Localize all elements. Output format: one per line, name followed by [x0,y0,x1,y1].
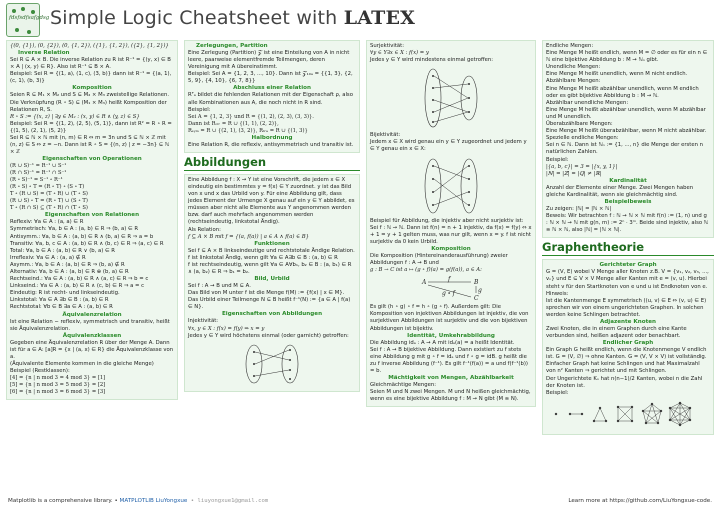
surjective-def: ∀y ∈ Y∃x ∈ X : f(x) = y [370,50,429,57]
heading-image: Bild, Urbild [254,276,290,283]
heading-finite: Endlicher Graph [602,340,654,347]
relation-prop: Reflexiv: ∀a ∈ A : (a, a) ∈ R [10,219,84,226]
inverse-example: Beispiel: Sei R = {(1, a), (1, c), (3, b)} dann ist R⁻¹ = {(a, 1), (c, 1), (b, 3)} [10,71,172,85]
logo-text: fdsfsdfsafgdsg [9,15,50,21]
sets-line: |{a, b, c}| = 3 = |{x, y, 1}| [546,163,618,170]
closure-line: Dann ist Rᵢᵣᵣ = R ∪ {(1, 1), (2, 2)}, [188,120,279,127]
sets-line: Eine Menge M heißt endlich, wenn M = ∅ oder es für ein n ∈ ℕ eine bijektive Abbildung b : M → ℕₙ gibt. [546,50,708,64]
complete-graphs-diagram [548,399,708,429]
column-1 [6,40,178,492]
partition-box [184,40,360,153]
operation-line: T ∘ (R ∩ S) ⊆ (T ∘ R) ∩ (T ∘ S) [10,205,88,212]
functions-title: Abbildungen [184,156,360,171]
relation-prop: Rechtstotal: ∀b ∈ B ∃a ∈ A : (a, b) ∈ R [10,304,113,311]
bijective-diagram [421,156,481,216]
heading-adjacent: Adjazente Knoten [599,319,657,325]
mapping-box [366,40,536,407]
sets-line: Überabzählbare Mengen: [546,121,613,128]
equivalence-text: Ist eine Relation ∼ reflexiv, symmetrisch und transitiv, heißt sie Äquivalenzrelation. [10,318,170,332]
operation-line: (R ∘ S)⁻¹ = S⁻¹ ∘ R⁻¹ [10,177,63,184]
functions-box [184,174,360,392]
relation-prop: Rechtseind.: ∀a ∈ A : (a, b) ∈ R ∧ (a, c) ∈ R ⇒ b = c [10,276,149,283]
functions-als: Als Relation: [188,226,221,233]
column-3 [366,40,536,492]
column-4 [542,40,714,492]
sets-line: Abzählbar unendliche Mengen: [546,99,629,106]
injective-text: Jedes y ∈ Y wird höchstens einmal (oder garnicht) getroffen: [188,332,349,339]
heading-classes: Äquivalenzklassen [62,332,122,339]
title-text: Simple Logic Cheatsheet with [50,7,338,29]
closure-text: Rᴾₐ bildet die fehlenden Relationen mit der Eigenschaft ρ, also alle Kombinationen aus A, die noch nicht in R sind. [188,92,353,106]
heading-kard: Kardinalität [609,177,647,184]
svg-text:B: B [474,279,479,287]
kard-example-text: Zu zeigen: |ℕ| = |ℕ × ℕ| [546,205,612,212]
kard-example-text-2: Beweis: Wir betrachten f : ℕ → ℕ × ℕ mit f(n) := (1, n) und g : ℕ × ℕ → ℕ mit g(n, m) := 2ⁿ · 3ᵐ. Beide sind injektiv, also ℕ ≅ ℕ × ℕ, also |ℕ| = |ℕ × ℕ|. [546,213,709,234]
relation-props-list [10,219,174,311]
sets-line: Eine Menge M heißt unendlich, wenn M nicht endlich. [546,71,688,78]
footer-lib-text: is a comprehensive library. • [35,498,120,504]
classes-example: Beispiel (Restklassen): [10,368,70,375]
relation-prop: Symmetrisch: ∀a, b ∈ A : (a, b) ∈ R ⇒ (b, a) ∈ R [10,226,139,233]
svg-text:g ∘ f: g ∘ f [442,290,455,298]
graph-box [542,259,714,435]
sets-line: Eine Menge M heißt überabzählbar, wenn M nicht abzählbar. [546,128,707,135]
sets-line: Spezielle endliche Mengen: [546,135,619,142]
functions-text: Eine Abbildung f : X → Y ist eine Vorschrift, die jedem x ∈ X eindeutig ein bestimmtes y = f(x) ∈ Y zuordnet. y ist das Bild von x und x das Urbild von y. Für eine Abbildung gilt, dass jedes Element der Urmenge X genau auf ein y ∈ Y abbildet, es müssen aber nicht alle Elemente aus Y angenommen werden bzw. darf auch mehrfach angenommen werden (rechtseindeutig, linkstotal Ändig). [188,176,355,226]
finite-text: Ein Graph G heißt endlich, wenn die Knotenmenge V endlich ist. G = (V, ∅) ⇒ ohne Kanten. G = (V, V × V) ist vollständig. Einfacher Graph hat keine Schlingen und hat Maximalzahl von n² Kanten ⇒ gerichtet und mit Schlingen. [546,347,707,375]
svg-text:A: A [422,279,427,287]
composition-def: R ∘ S := {(x, z) | ∃y ∈ M₂ : (x, y) ∈ R ∧ (y, z) ∈ S} [10,113,140,120]
comp-text-2: g : B → C ist a ↦ (g ∘ f)(a) = g(f(a)), a ∈ A: [370,267,482,274]
injective-def: ∀x, y ∈ X : f(x) = f(y) ⇒ x = y [188,325,265,332]
function-text-3: f ist rechtseindeutig, wenn gilt ∀a ∈ A∀b₁, b₂ ∈ B : (a, b₁) ∈ R ∧ (a, b₂) ∈ R ⇒ b₁ = b₂. [188,261,352,275]
function-text-2: f ist linkstotal Ändig, wenn gilt ∀a ∈ A∃b ∈ B : (a, b) ∈ R [188,254,338,261]
relation-prop: Total: ∀a, b ∈ A : (a, b) ∈ R ∨ (b, a) ∈ R [10,247,115,254]
heading-relation-props: Eigenschaften von Relationen [44,212,140,219]
function-text: Sei f ⊆ A × B linkseindeutige und rechtstotale Ändige Relation. [188,247,355,254]
sets-line: |ℕ| = |ℤ| = |ℚ| ≠ |ℝ| [546,170,602,177]
operation-line: (R ∪ S)⁻¹ = R⁻¹ ∪ S⁻¹ [10,163,67,170]
sets-line: Eine Menge M heißt abzählbar unendlich, wenn M endlich oder es gibt bijektive Abbildung b : M → ℕ. [546,85,699,99]
injective-diagram [242,342,302,386]
relation-prop: Transitiv: ∀a, b, c ∈ A : (a, b) ∈ R ∧ (b, c) ∈ R ⇒ (a, c) ∈ R [10,240,164,247]
relation-prop: Irreflexiv: ∀a ∈ A : (a, a) ∉ R [10,254,86,261]
heading-equivalence: Äquivalenzrelation [62,311,122,318]
intro-set: {(0, {1}), (0, {2}), (0, {1, 2}), ({1}, {1, 2}), ({2}, {1, 2})} [10,43,169,49]
sets-line: Unendliche Mengen: [546,64,601,71]
relation-prop: Asymm.: ∀a, b ∈ A : (a, b) ∈ R ⇒ (b, a) ∉ R [10,261,125,268]
finite-text-2: Der Ungerichtete Kₙ hat n(n−1)/2 Kanten, wobei n die Zahl der Knoten ist. [546,375,703,389]
relation-prop: Linkseind.: ∀a ∈ A : (a, b) ∈ R ∧ (c, b) ∈ R ⇒ a = c [10,283,145,290]
surjective-diagram [421,66,481,130]
cardinal-text-2: Seien M und N zwei Mengen. M und N heißen gleichmächtig, wenn es eine bijektive Abbildung f : M → N gibt (M ≅ N). [370,389,531,403]
page-title [50,7,415,29]
operation-line: (R ∪ S) ∘ T = (R ∘ T) ∪ (S ∘ T) [10,198,88,205]
classes-list [10,375,174,396]
relations-box [6,40,178,400]
composition-text: Seien R ⊆ M₁ × M₂ und S ⊆ M₂ × M₃ zweistellige Relationen. Die Verknüpfung (R ∘ S) ⊆ (M₁ × M₃) heißt Komposition der Relationen R, S. [10,92,170,113]
composition-diagram [416,276,486,302]
graph-hint-2: Ist die Kantenmenge E symmetrisch ((u, v) ∈ E ⇔ (v, u) ∈ E) sprechen wir von einem ungerichteten Graphen. In solchen werden keine Schlingen betrachtet. [546,297,707,318]
relation-prop: Eindeutig: R ist recht- und linkseindeutig. [10,290,120,297]
heading-closure: Abschluss einer Relation [233,85,311,92]
composition-example: Beispiel: Sei R = {(1, 2), (2, 5), (5, 1)}, dann ist R² = R ∘ R = {(1, 5), (2, 1), (5, 2)} [10,120,172,134]
sets-line: Beispiel: [546,156,569,163]
finite-example: Beispiel: [546,389,569,396]
surjective-label: Surjektivität: [370,43,405,49]
comp-text-3: Es gilt (h ∘ g) ∘ f = h ∘ (g ∘ f). Außerdem gilt: Die Komposition von injektiven Abbildungen ist injektiv, die von surjektiven Abbildungen ist surjektiv und die von bijektiven Abbildungen ist bijektiv. [370,304,529,332]
heading-function: Funktionen [254,240,290,247]
identity-text-2: Sei f : A → B bijektive Abbildung. Dann existiert zu f stets eine Abbildung g mit g ∘ f = idₐ und f ∘ g = idB. g heißt die zu f inverse Abbildung (f⁻¹). Es gilt f⁻¹(f(a)) = a und f(f⁻¹(b)) = b. [370,346,528,374]
injective-label: Injektivität: [188,318,219,325]
identity-text: Die Abbildung idₐ : A → A mit idₐ(a) = a heißt Identität. [370,339,515,346]
footer [0,495,720,509]
cardinal-text: Gleichmächtige Mengen: [370,382,437,389]
graph-hint: Hinweis: [546,290,569,297]
graph-title: Graphentheorie [542,241,714,256]
column-2 [184,40,360,492]
heading-partition: Zerlegungen, Partition [196,43,268,49]
partition-text: Eine Zerlegung (Partition) 𝒵 ist eine Einteilung von A in nicht leere, paarweise elementfremde Teilmengen, deren Vereinigung mit A übereinstimmt. [188,50,350,71]
operations-list [10,163,174,212]
inverse-text: Sei R ⊆ A × B. Die inverse Relation zu R ist R⁻¹ = {(y, x) ∈ B × A | (x, y) ∈ R}. Also ist R⁻¹ ⊆ B × A. [10,57,171,71]
bijective-text: Jedem x ∈ X wird genau ein y ∈ Y zugeordnet und jedem y ∈ Y genau ein x ∈ X: [370,139,527,153]
relation-prop: Alternativ: ∀a, b ∈ A : (a, b) ∈ R ⊕ (b, a) ∈ R [10,268,129,275]
footer-email[interactable]: • liuyongxue1@gmail.com [187,498,269,504]
class-line: [6] = {n | n mod 3 = 6 mod 3} = [3] [10,389,106,396]
heading-graph: Gerichteter Graph [599,262,657,269]
closure-line: Rₛᵧₘ = R ∪ {(2, 1), (3, 2)}, Rₜᵣₐ = R ∪ {(1, 3)} [188,127,308,134]
sets-line: Abzählbare Mengen: [546,78,601,85]
footer-right[interactable]: Learn more at https://github.com/LiuYongxue-code. [568,498,712,504]
mapping-example: Beispiel für Abbildung, die injektiv aber nicht surjektiv ist: Sei f : ℕ → ℕ. Dann ist f(n) = n + 1 injektiv, da f(x) = f(y) ⇔ x + 1 = y + 1 gelten muss, was nur gilt, wenn x = y. f ist nicht surjektiv da 0 kein Urbild. [370,217,532,245]
image-text-2: Das Bild von M unter f ist die Menge f(M) := {f(x) | x ∈ M}. [188,290,345,297]
class-line: [5] = {n | n mod 3 = 5 mod 3} = [2] [10,382,106,389]
functions-rel: f ⊆ A × B mit f = {(a, f(a)) | a ∈ A ∧ f(a) ∈ B} [188,233,310,240]
comp-text: Die Komposition (Hintereinanderausführung) zweier Abbildungen f : A → B und [370,252,508,267]
classes-note: (Äquivalente Elemente kommen in die gleiche Menge) [10,361,154,367]
sets-line: Sei n ∈ ℕ. Dann ist ℕₙ := {1, ..., n} die Menge der ersten n natürlichen Zahlen. [546,142,703,156]
heading-kard-example: Beispielbeweis [604,198,652,205]
order-text: Eine Relation R, die reflexiv, antisymmetrisch und transitiv ist. [188,141,354,148]
heading-props: Eigenschaften von Abbildungen [221,311,323,318]
kard-text: Anzahl der Elemente einer Menge. Zwei Mengen haben gleiche Kardinalität, wenn sie gleichmächtig sind. [546,184,694,198]
footer-left [8,498,268,504]
graph-text: G = (V, E) wobei V Menge aller Knoten z.B. V = {v₁, v₂, v₃, ..., vₙ} und E ⊆ V × V Menge aller Kanten mit e = (v, u). Hierbei steht v für den Startknoten von e und u ist Endknoten von e. [546,269,709,290]
closure-example: Beispiel: [188,106,211,113]
sets-line: Eine Menge M heißt abzählbar unendlich, wenn M abzählbar und M unendlich. [546,106,706,120]
header [0,0,720,40]
relation-prop: Linkstotal: ∀a ∈ A ∃b ∈ B : (a, b) ∈ R [10,297,109,304]
bijective-label: Bijektivität: [370,132,401,139]
adjacent-text: Zwei Knoten, die in einem Graphen durch eine Kante verbunden sind, heißen adjazent oder benachbart. [546,326,687,340]
closure-lines [188,114,356,135]
footer-lib-name: Matplotlib [8,498,36,504]
heading-comp: Komposition [431,245,471,252]
sets-line: Endliche Mengen: [546,43,594,49]
operation-line: (R ∘ S) ∘ T = (R ∘ T) ∘ (S ∘ T) [10,184,85,191]
svg-text:g: g [478,287,482,295]
class-line: [4] = {n | n mod 3 = 4 mod 3} = [1] [10,375,106,382]
heading-order: Halbordnung [251,134,293,141]
classes-text: Gegeben eine Äquivalenzrelation R über der Menge A. Dann ist für a ∈ A: [a]R = {x | (a, x) ∈ R} die Äquivalenzklasse von a. [10,339,174,360]
latex-logo: LATEX [343,7,416,29]
svg-text:C: C [474,295,479,303]
sets-box [542,40,714,238]
relation-prop: Antisymm.: ∀a, b ∈ A : (a, b) ∈ R ∧ (b, a) ∈ R ⇒ a = b [10,233,154,240]
closure-line: Sei A = {1, 2, 3} und R = {(1, 2), (2, 3), (3, 3)}. [188,113,314,120]
heading-inverse: Inverse Relation [18,50,70,57]
image-text-3: Das Urbild einer Teilmenge N ⊆ B heißt f⁻¹(N) := {a ∈ A | f(a) ∈ N}. [188,297,351,311]
heading-operations: Eigenschaften von Operationen [42,156,142,163]
svg-text:f: f [448,276,451,284]
operation-line: (R ∩ S)⁻¹ = R⁻¹ ∩ S⁻¹ [10,170,67,177]
composition-example-2: Sei R ⊆ ℕ × ℕ mit (n, m) ∈ R ⇔ m = 3n und S ⊆ ℕ × ℤ mit (n, z) ∈ S ⇔ z = −n. Dann ist R ∘ S = {(n, z) | z = −3n} ⊆ ℕ × ℤ [10,135,170,156]
footer-author-link[interactable]: MATPLOTLIB LiuYongxue [119,498,188,504]
heading-cardinal: Mächtigkeit von Mengen, Abzählbarkeit [388,375,514,382]
heading-identity: Identität, Umkehrabbildung [407,332,495,339]
logo [6,3,50,37]
heading-composition: Komposition [72,85,112,92]
operation-line: T ∘ (R ∪ S) = (T ∘ R) ∪ (T ∘ S) [10,191,88,198]
image-text: Sei f : A → B und M ⊆ A. [188,283,251,290]
partition-example: Beispiel: Sei A = {1, 2, 3, ..., 10}. Dann ist 𝒵₁₀ₐ = {{1, 3}, {2, 5, 9}, {4, 10}, {6, 7, 8}} [188,71,353,85]
surjective-text: Jedes y ∈ Y wird mindestens einmal getroffen: [370,57,494,64]
